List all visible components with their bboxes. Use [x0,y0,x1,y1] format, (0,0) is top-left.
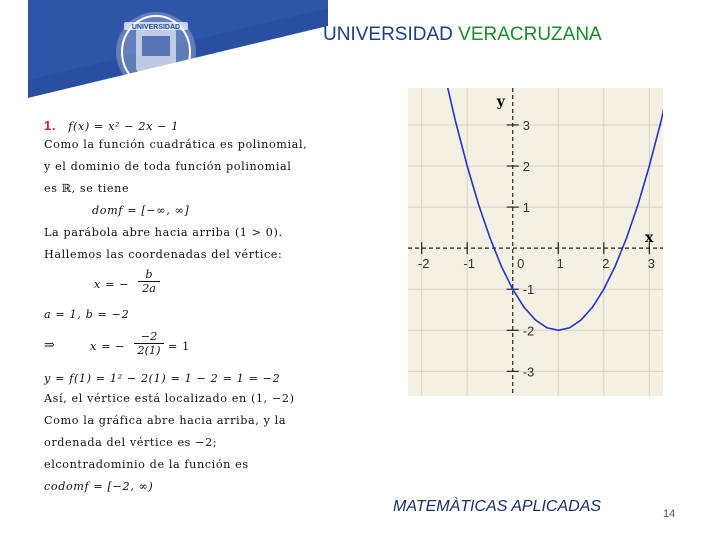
title-part-1: UNIVERSIDAD [323,24,459,45]
text-line-6: Hallemos las coordenadas del vértice: [44,248,283,261]
fraction-denominator-2: 2(1) [134,343,164,357]
vertex-x-lhs: x = − [94,278,130,291]
y-tick-label: 1 [522,200,530,216]
x-tick-label: 2 [602,256,610,272]
domain-statement [92,204,189,217]
vertex-x-lhs-2: x = − [90,340,126,353]
text-line-17: Así, el vértice está localizado en (1, −2) [44,392,295,405]
vertex-x-result: = 1 [168,340,190,353]
banner-graphic [28,0,328,98]
coefficients-line [44,308,129,321]
y-tick-label: -3 [522,364,535,380]
fraction-minus2-over-2 [134,330,164,357]
university-title [323,24,602,46]
vertex-y-line [44,372,280,385]
y-axis-label: y [496,94,505,110]
vertex-x-formula [94,278,129,291]
x-tick-label: -2 [417,256,430,272]
text-line-19: ordenada del vértice es −2; [44,436,218,449]
y-tick-label: 2 [522,159,530,175]
crest-motto: UNIVERSIDAD [131,24,181,31]
codomain-line [44,480,153,493]
page-number: 14 [663,508,676,520]
x-tick-label: 0 [517,256,525,272]
y-tick-label: -1 [522,282,535,298]
x-tick-label: 1 [556,256,564,272]
coefficients: a = 1, b = −2 [44,308,130,321]
course-title: MATEMÀTICAS APLICADAS [393,498,602,515]
problem-header [44,118,179,133]
fraction-b-over-2a [138,268,160,295]
text-line-5: La parábola abre hacia arriba (1 > 0). [44,226,283,239]
x-tick-label: -1 [463,256,475,272]
text-line-20: elcontradominio de la función es [44,458,249,471]
fraction-numerator: b [145,268,153,281]
graph-svg [408,88,663,396]
title-part-2: VERACRUZANA [458,24,602,45]
x-tick-label: 3 [647,256,655,272]
text-line-3: es ℝ, se tiene [44,182,130,195]
text-line-1: Como la función cuadrática es polinomial, [44,138,308,151]
fraction-denominator: 2a [138,281,160,295]
vertex-y: y = f(1) = 1² − 2(1) = 1 − 2 = 1 = −2 [44,372,281,385]
parabola-curve [444,88,663,330]
problem-number: 1. [44,118,57,133]
header-banner [28,0,328,98]
codomain-formula: codomf = [−2, ∞) [44,480,154,493]
x-axis-label: x [645,230,654,247]
fraction-numerator-2: −2 [140,330,158,343]
implies-symbol: ⇒ [44,338,56,353]
text-line-2: y el dominio de toda función polinomial [44,160,292,173]
domain-formula: domf = [−∞, ∞] [92,204,190,217]
y-tick-label: 3 [522,117,530,133]
text-line-18: Como la gráfica abre hacia arriba, y la [44,414,287,427]
problem-function: f(x) = x² − 2x − 1 [68,120,179,133]
vertex-x-substitution [90,340,125,353]
y-tick-label: -2 [522,323,535,339]
parabola-graph [408,88,663,396]
